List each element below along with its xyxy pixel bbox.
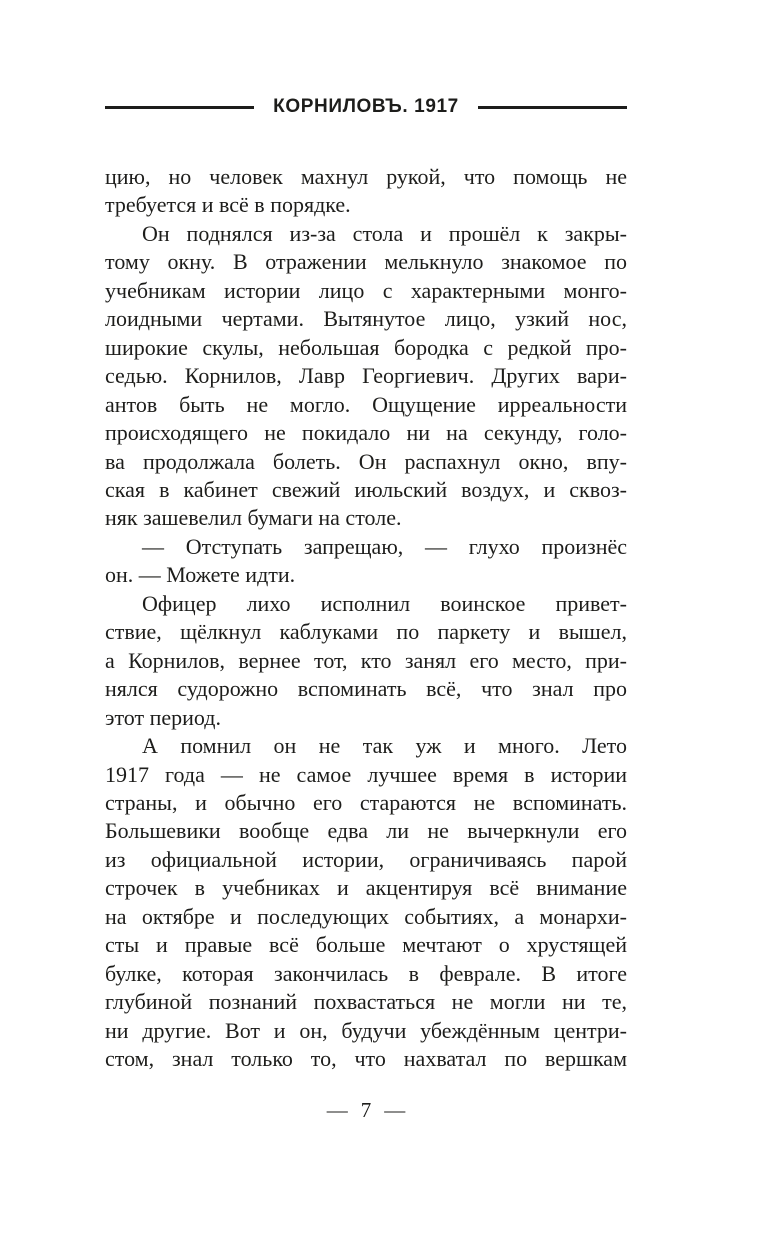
text-line: нялся судорожно вспоминать всё, что знал про bbox=[105, 676, 627, 702]
text-line: сты и правые всё больше мечтают о хрустящей bbox=[105, 932, 627, 958]
running-header bbox=[105, 96, 627, 118]
text-line: стом, знал только то, что нахватал по вершкам bbox=[105, 1046, 627, 1072]
text-line: широкие скулы, небольшая бородка с редкой про- bbox=[105, 334, 627, 360]
text-line: антов быть не могло. Ощущение ирреальности bbox=[105, 391, 627, 417]
footer-dash-right: — bbox=[384, 1098, 406, 1122]
text-line: Офицер лихо исполнил воинское привет- bbox=[142, 590, 627, 616]
text-line: глубиной познаний похвастаться не могли ни те, bbox=[105, 989, 627, 1015]
text-line: Большевики вообще едва ли не вычеркнули его bbox=[105, 818, 627, 844]
text-line: требуется и всё в порядке. bbox=[105, 192, 351, 218]
text-line: а Корнилов, вернее тот, кто занял его место, при- bbox=[105, 647, 627, 673]
text-line: — Отступать запрещаю, — глухо произнёс bbox=[142, 533, 627, 559]
text-line: цию, но человек махнул рукой, что помощь не bbox=[105, 164, 627, 189]
text-line: тому окну. В отражении мелькнуло знакомое по bbox=[105, 249, 627, 275]
text-line: строчек в учебниках и акцентируя всё внимание bbox=[105, 875, 627, 901]
paragraph bbox=[105, 220, 627, 533]
text-line: 1917 года — не самое лучшее время в истории bbox=[105, 761, 627, 787]
text-line: няк зашевелил бумаги на столе. bbox=[105, 505, 402, 531]
footer-dash-left: — bbox=[326, 1098, 348, 1122]
text-line: булке, которая закончилась в феврале. В итоге bbox=[105, 960, 627, 986]
book-title: КОРНИЛОВЪ. 1917 bbox=[273, 96, 459, 117]
header-rule-right bbox=[478, 106, 627, 109]
text-line: ствие, щёлкнул каблуками по паркету и вышел, bbox=[105, 619, 627, 645]
text-line: седью. Корнилов, Лавр Георгиевич. Других вари- bbox=[105, 363, 627, 389]
text-line: на октябре и последующих событиях, а монархи- bbox=[105, 903, 627, 929]
paragraph bbox=[105, 732, 627, 1073]
text-line: ва продолжала болеть. Он распахнул окно, впу- bbox=[105, 448, 627, 474]
text-line: он. — Можете идти. bbox=[105, 562, 296, 588]
text-line: учебникам истории лицо с характерными монго- bbox=[105, 277, 627, 303]
text-line: из официальной истории, ограничиваясь парой bbox=[105, 846, 627, 872]
text-line: ни другие. Вот и он, будучи убеждённым центри- bbox=[105, 1017, 627, 1043]
text-line: Он поднялся из-за стола и прошёл к закры- bbox=[142, 220, 627, 246]
header-rule-left bbox=[105, 106, 254, 109]
text-line: страны, и обычно его стараются не вспоминать. bbox=[105, 789, 627, 815]
paragraph bbox=[105, 533, 627, 590]
text-line: лоидными чертами. Вытянутое лицо, узкий нос, bbox=[105, 306, 627, 332]
text-line: происходящего не покидало ни на секунду, голо- bbox=[105, 420, 627, 446]
page-footer bbox=[105, 1098, 627, 1123]
text-line: ская в кабинет свежий июльский воздух, и сквоз- bbox=[105, 476, 627, 502]
page-number: 7 bbox=[360, 1098, 372, 1122]
text-line: А помнил он не так уж и много. Лето bbox=[142, 733, 627, 759]
page-body bbox=[105, 163, 627, 1074]
paragraph bbox=[105, 590, 627, 732]
text-line: этот период. bbox=[105, 704, 221, 730]
paragraph bbox=[105, 163, 627, 220]
